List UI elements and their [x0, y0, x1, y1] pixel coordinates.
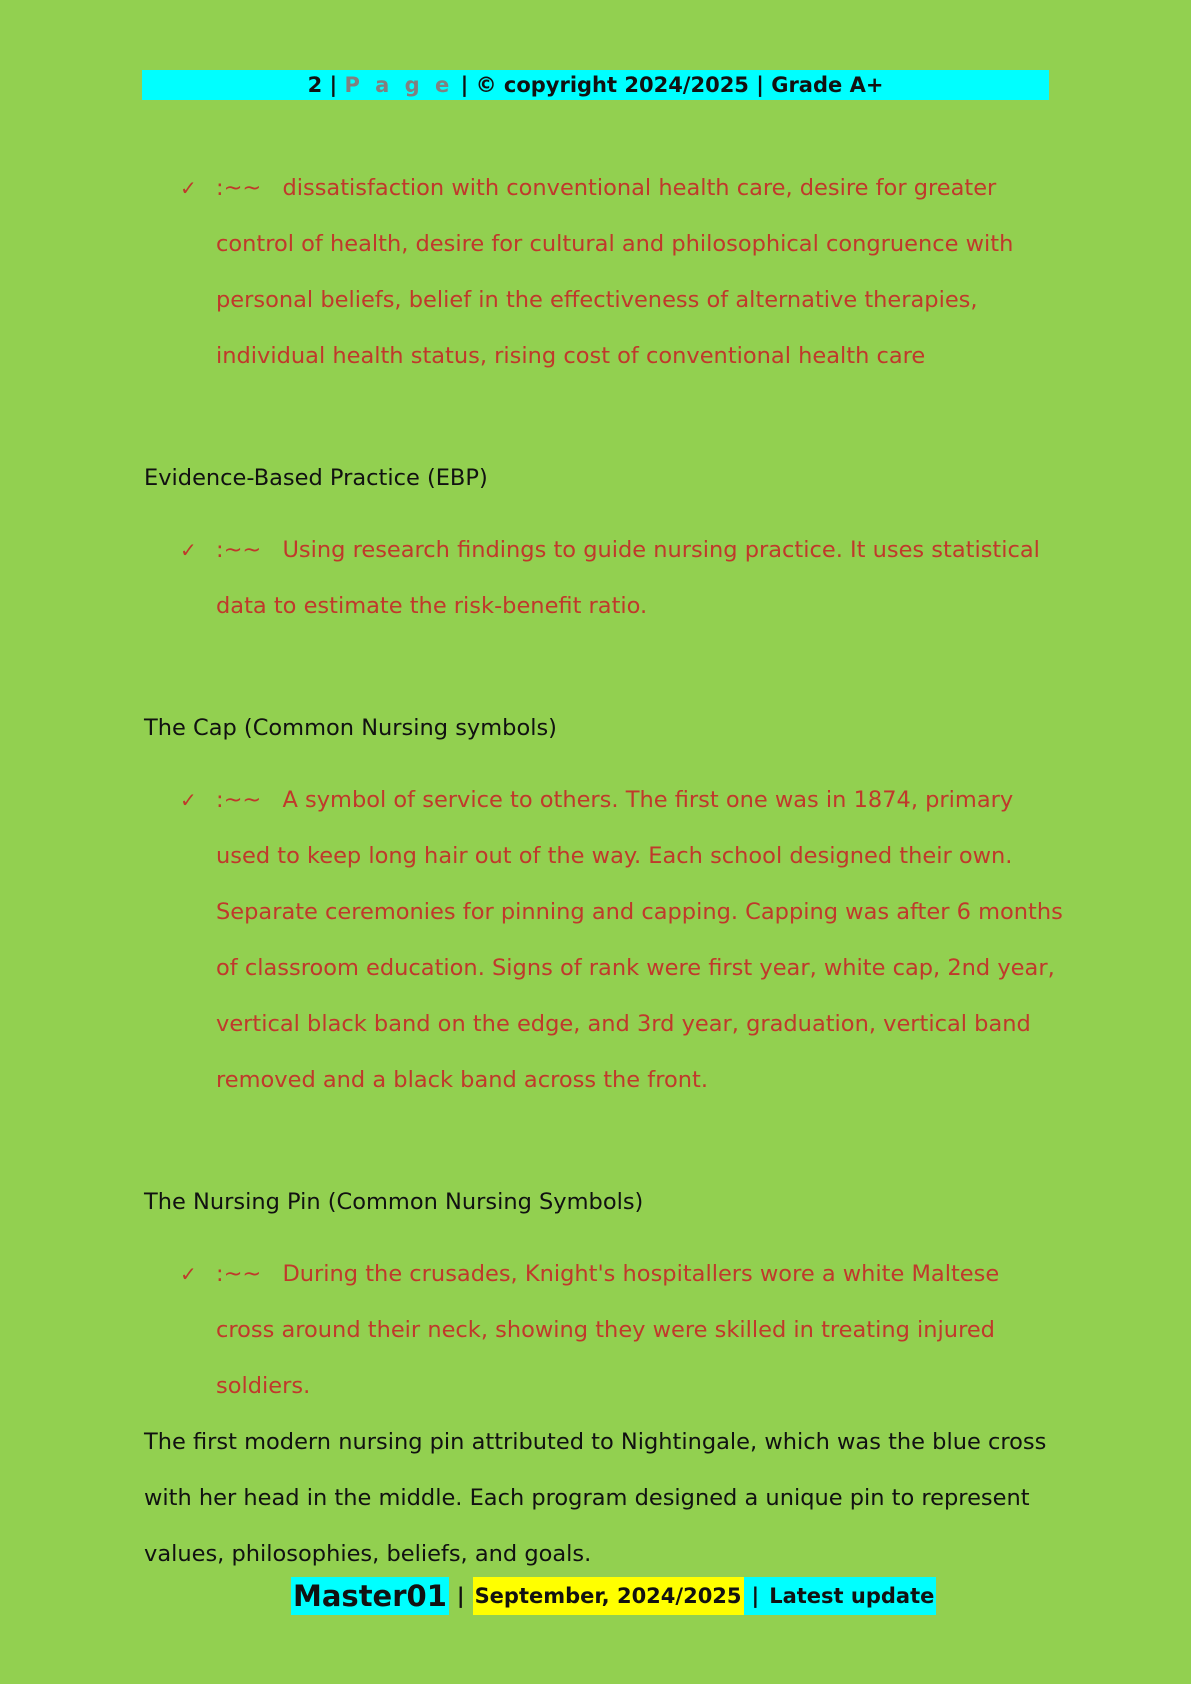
header-separator: |	[460, 73, 469, 97]
item-marker: :~~	[216, 1261, 262, 1287]
checkmark-icon: ✓	[180, 176, 197, 200]
footer-separator: |	[449, 1577, 473, 1615]
bullet-item	[144, 160, 1064, 384]
section-heading: The Nursing Pin (Common Nursing Symbols)	[144, 1189, 644, 1215]
checkmark-icon: ✓	[180, 1262, 197, 1286]
item-marker: :~~	[216, 175, 262, 201]
section-heading: Evidence-Based Practice (EBP)	[144, 465, 488, 491]
item-marker: :~~	[216, 537, 262, 563]
footer-update: Latest update	[767, 1577, 936, 1615]
page-footer	[291, 1577, 936, 1615]
item-text: Using research findings to guide nursing practice. It uses statistical data to estimate the risk-benefit ratio.	[216, 537, 1040, 619]
footer-separator: |	[744, 1577, 768, 1615]
brand-name: Master01	[293, 1579, 447, 1613]
page-number: 2	[307, 73, 323, 97]
header-separator: |	[329, 73, 338, 97]
checkmark-icon: ✓	[180, 788, 197, 812]
header-separator: |	[756, 73, 764, 97]
section-heading: The Cap (Common Nursing symbols)	[144, 715, 557, 741]
copyright-text: © copyright 2024/2025	[475, 73, 749, 97]
bullet-item	[144, 522, 1064, 634]
footer-date: September, 2024/2025	[473, 1577, 744, 1615]
page-label: P a g e	[344, 73, 454, 97]
item-text: During the crusades, Knight's hospitallers wore a white Maltese cross around their neck, showing they were skilled in treating injured soldiers.	[216, 1261, 1000, 1399]
bullet-item	[144, 1246, 1064, 1414]
bullet-item	[144, 772, 1064, 1108]
checkmark-icon: ✓	[180, 538, 197, 562]
document-body	[144, 160, 1064, 1582]
item-marker: :~~	[216, 787, 262, 813]
item-text: dissatisfaction with conventional health care, desire for greater control of health, desire for cultural and philosophical congruence with personal beliefs, belief in the effectiveness of alternative therapies, individual health status, rising cost of conventional health care	[216, 175, 1014, 369]
item-text: A symbol of service to others. The first one was in 1874, primary used to keep long hair out of the way. Each school designed their own. Separate ceremonies for pinning and capping. Capping was after 6 months of classroom education. Signs of rank were first year, white cap, 2nd year, vertical black band on the edge, and 3rd year, graduation, vertical band removed and a black band across the front.	[216, 787, 1063, 1093]
grade-text: Grade A+	[771, 73, 884, 97]
body-paragraph: The first modern nursing pin attributed to Nightingale, which was the blue cross with her head in the middle. Each program designed a unique pin to represent values, philosophies, beliefs, and goals.	[144, 1429, 1047, 1567]
page-header	[142, 70, 1049, 100]
